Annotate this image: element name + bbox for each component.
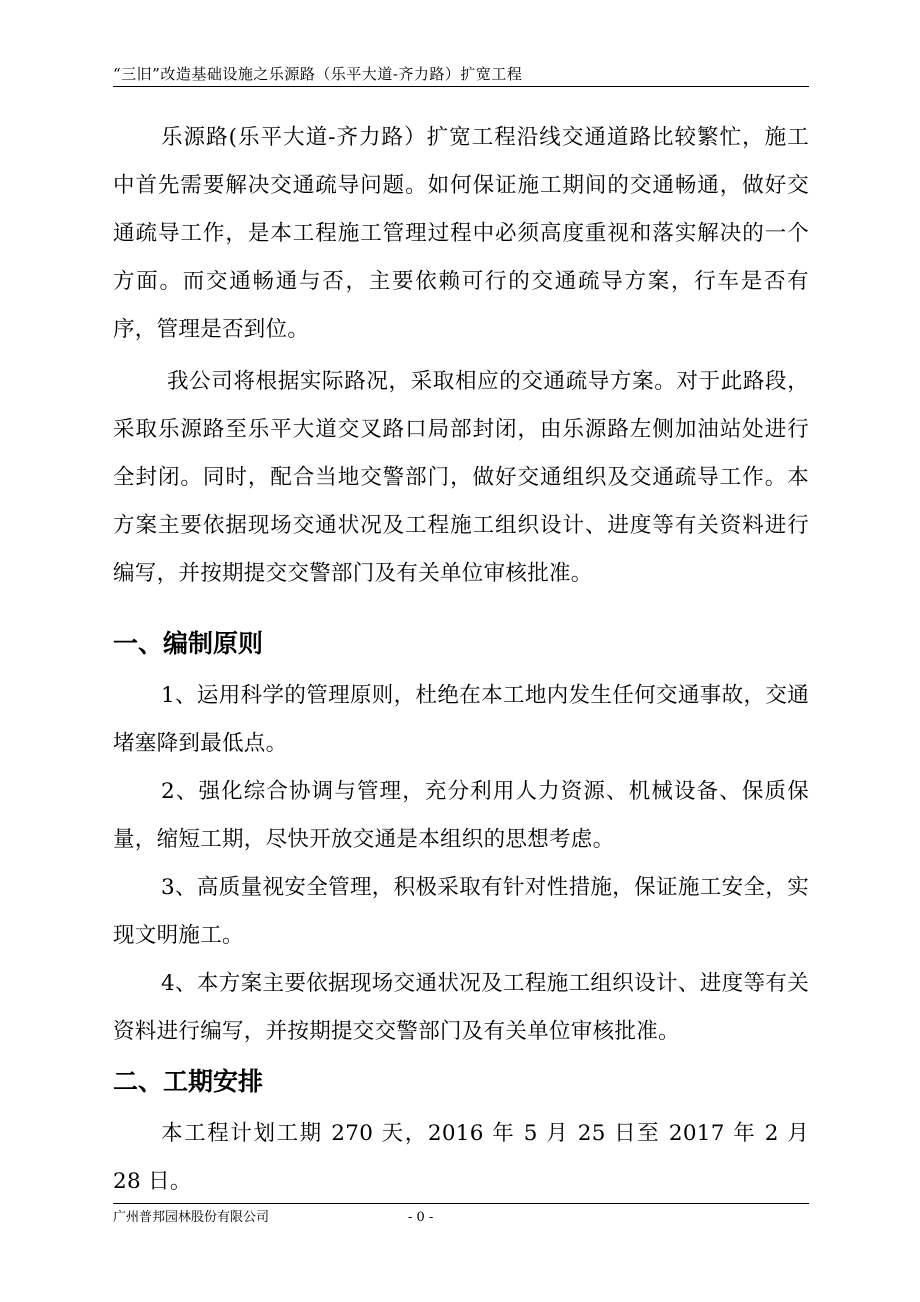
- page-footer: [113, 1203, 809, 1225]
- footer-page-number: - 0 -: [408, 1210, 434, 1225]
- section-1-item-4: 4、本方案主要依据现场交通状况及工程施工组织设计、进度等有关资料进行编写，并按期提交交警部门及有关单位审核批准。: [113, 971, 809, 1044]
- section-1-item-1: 1、运用科学的管理原则，杜绝在本工地内发生任何交通事故，交通堵塞降到最低点。: [113, 683, 809, 756]
- footer-company-name: 广州普邦园林股份有限公司: [113, 1210, 270, 1225]
- header-title: “三旧”改造基础设施之乐源路（乐平大道-齐力路）扩宽工程: [113, 65, 523, 83]
- section-1-item-3: 3、高质量视安全管理，积极采取有针对性措施，保证施工安全，实现文明施工。: [113, 875, 809, 948]
- section-1-item-2: 2、强化综合协调与管理，充分利用人力资源、机械设备、保质保量，缩短工期，尽快开放交通是本组织的思想考虑。: [113, 779, 809, 852]
- section-2-text: 本工程计划工期 270 天，2016 年 5 月 25 日至 2017 年 2 月 28 日。: [113, 1121, 809, 1194]
- section-2-heading: 二、工期安排: [113, 1067, 264, 1096]
- document-body: [113, 114, 809, 1206]
- intro-paragraph-2: 我公司将根据实际路况，采取相应的交通疏导方案。对于此路段，采取乐源路至乐平大道交叉路口局部封闭，由乐源路左侧加油站处进行全封闭。同时，配合当地交警部门，做好交通组织及交通疏导工作。本方案主要依据现场交通状况及工程施工组织设计、进度等有关资料进行编写，并按期提交交警部门及有关单位审核批准。: [113, 369, 809, 586]
- section-1-heading: 一、编制原则: [113, 629, 264, 658]
- intro-paragraph-1: 乐源路(乐平大道-齐力路）扩宽工程沿线交通道路比较繁忙，施工中首先需要解决交通疏导问题。如何保证施工期间的交通畅通，做好交通疏导工作，是本工程施工管理过程中必须高度重视和落实解决的一个方面。而交通畅通与否，主要依赖可行的交通疏导方案，行车是否有序，管理是否到位。: [113, 125, 809, 342]
- page-header: [113, 64, 809, 87]
